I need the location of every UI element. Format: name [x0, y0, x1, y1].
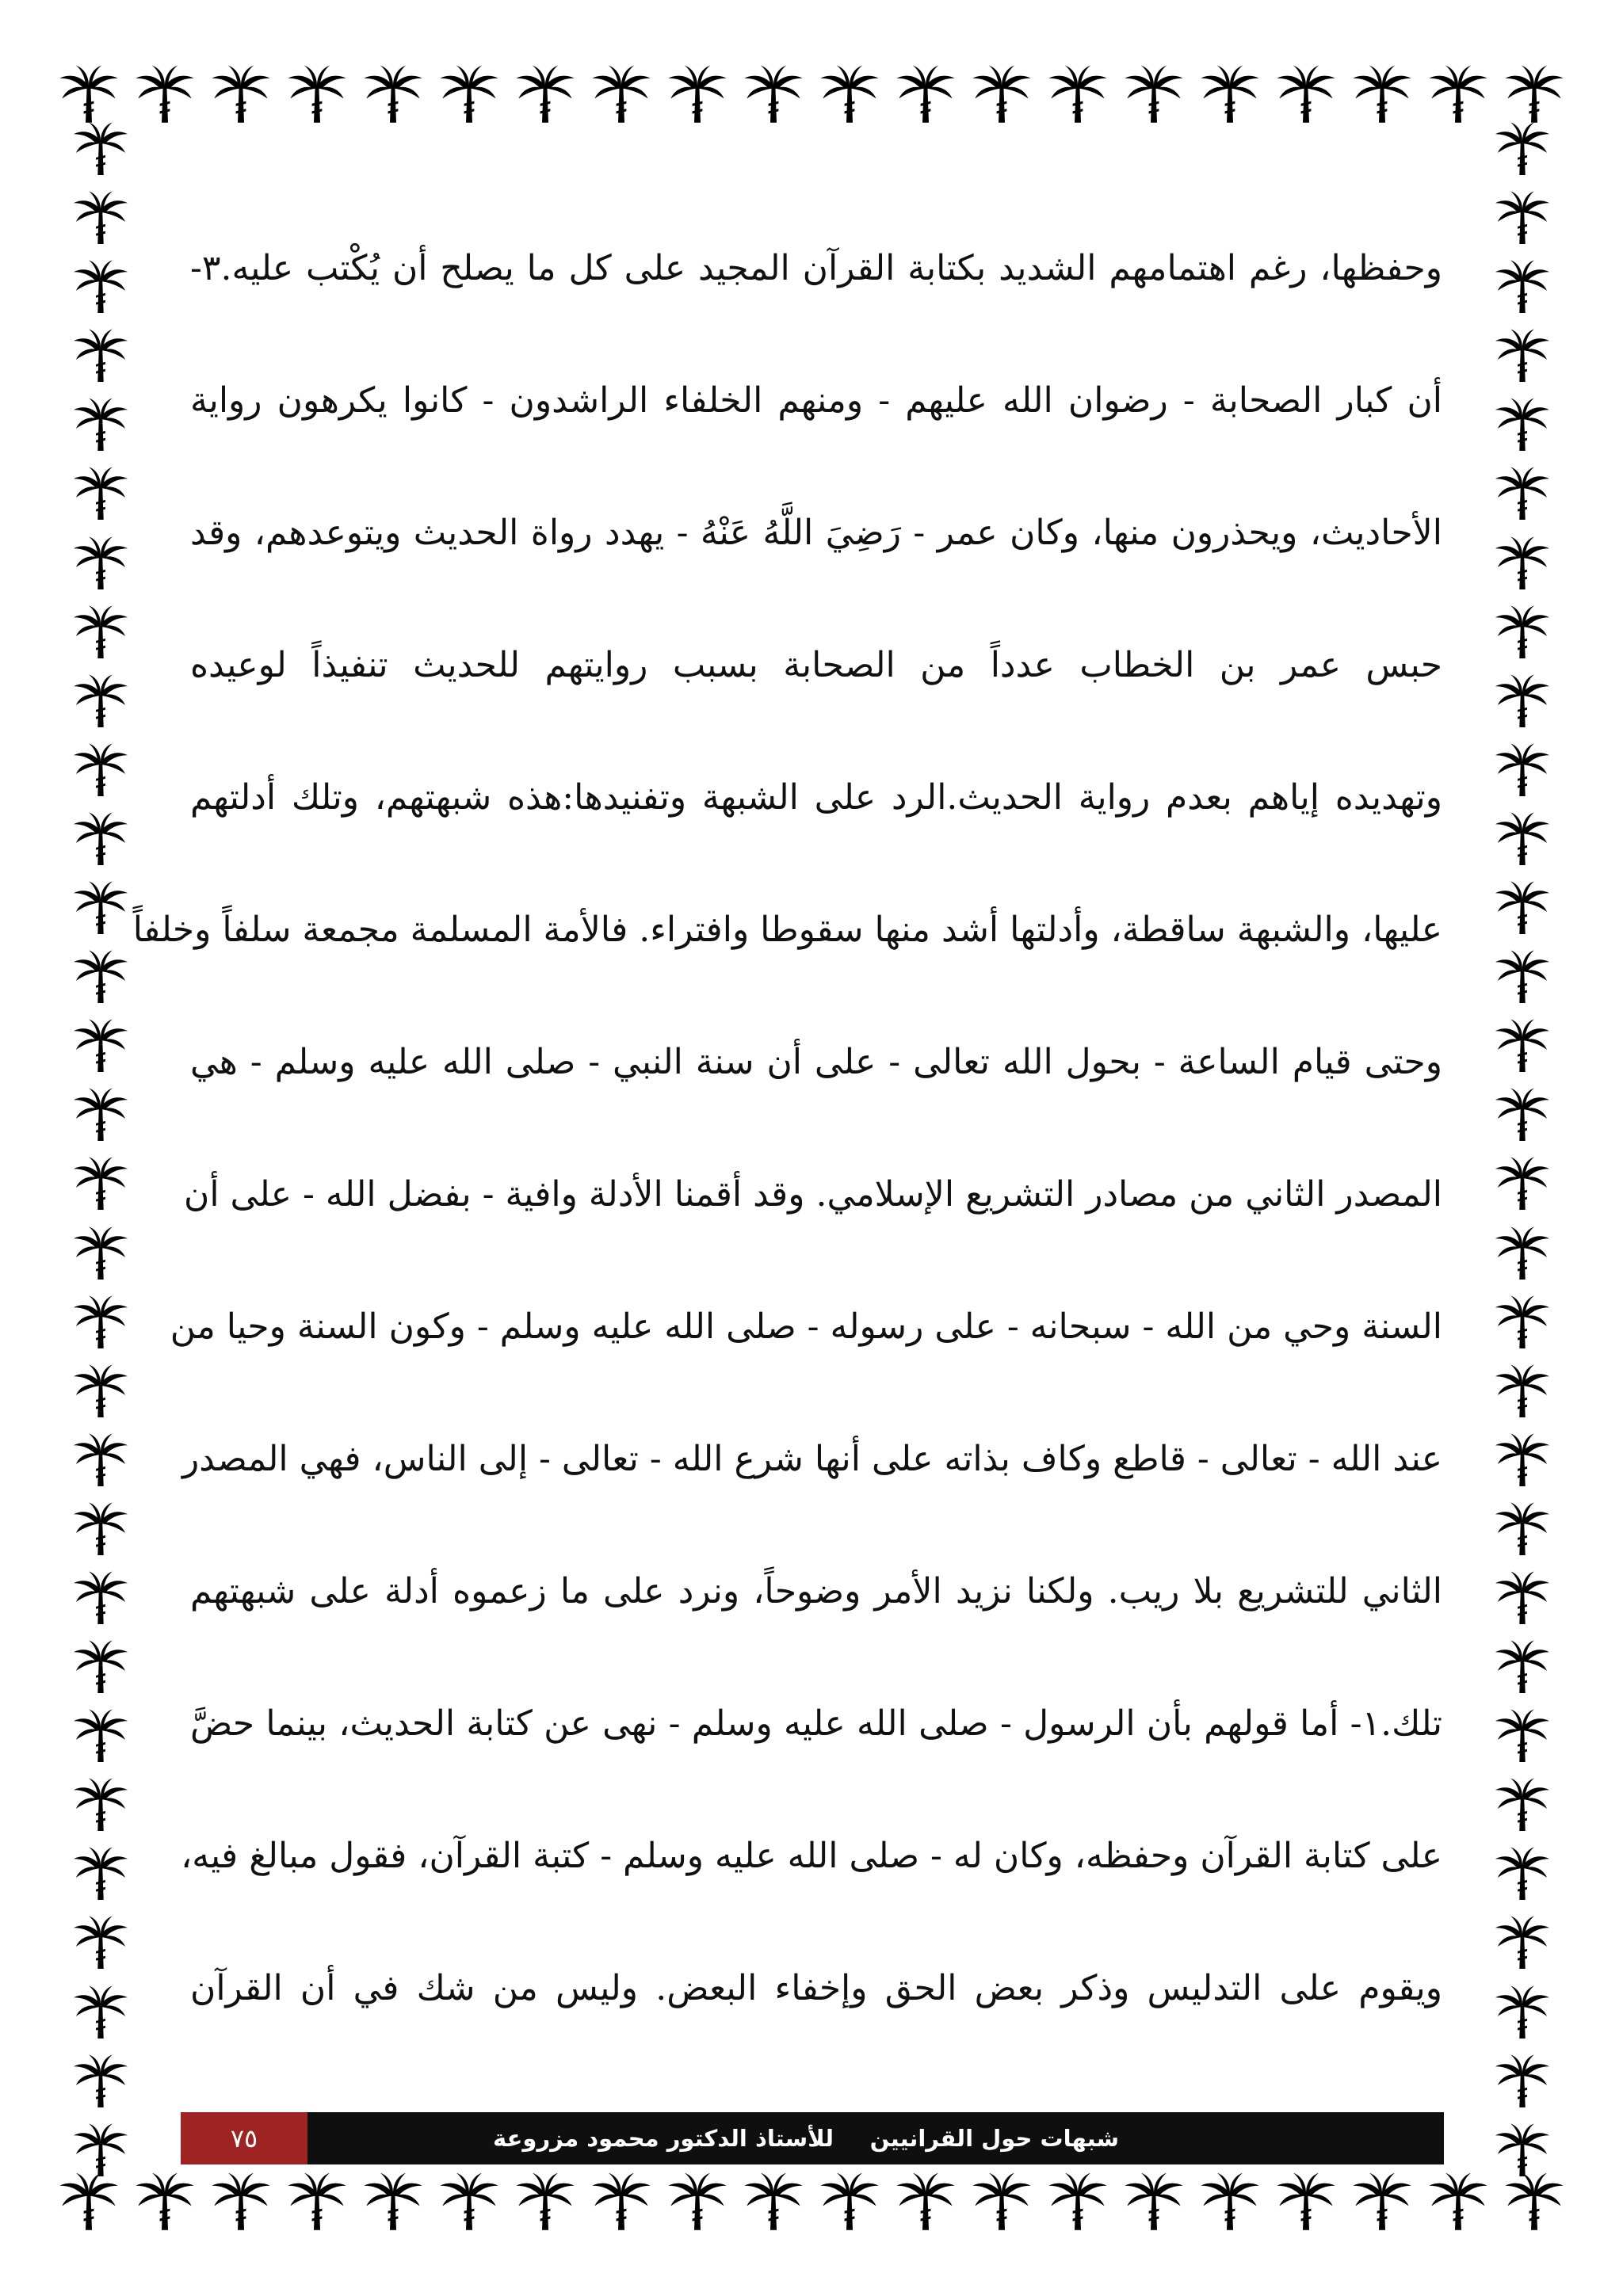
- palm-tree-icon: [71, 326, 130, 384]
- palm-tree-icon: [1122, 2169, 1186, 2233]
- palm-tree-icon: [71, 533, 130, 592]
- palm-tree-icon: [1493, 1913, 1552, 1971]
- palm-tree-icon: [742, 62, 805, 125]
- text-line: الأحاديث، ويحذرون منها، وكان عمر - رَضِيَ اللَّهُ عَنْهُ - يهدد رواة الحديث ويتوعدهم، وقد: [190, 513, 1442, 553]
- palm-tree-icon: [1493, 1637, 1552, 1695]
- text-line: تلك.١- أما قولهم بأن الرسول - صلى الله عليه وسلم - نهى عن كتابة الحديث، بينما حضَّ: [190, 1703, 1442, 1744]
- palm-tree-icon: [1493, 878, 1552, 936]
- palm-tree-icon: [1503, 2169, 1566, 2233]
- palm-tree-icon: [1493, 1292, 1552, 1351]
- page-footer: [181, 2112, 1444, 2164]
- body-text: [132, 202, 1442, 2054]
- palm-tree-icon: [57, 62, 120, 125]
- palm-tree-icon: [818, 62, 881, 125]
- palm-tree-icon: [1493, 1430, 1552, 1489]
- palm-tree-icon: [71, 1637, 130, 1695]
- text-line: أن كبار الصحابة - رضوان الله عليهم - ومنهم الخلفاء الراشدون - كانوا يكرهون رواية: [190, 380, 1442, 421]
- palm-tree-icon: [1493, 1016, 1552, 1074]
- text-line: الثاني للتشريع بلا ريب. ولكنا نزيد الأمر وضوحاً، ونرد على ما زعموه أدلة على شبهتهم: [190, 1571, 1442, 1611]
- palm-tree-icon: [1493, 119, 1552, 177]
- palm-tree-icon: [1493, 1499, 1552, 1558]
- palm-tree-icon: [1493, 395, 1552, 453]
- palm-tree-icon: [1493, 1085, 1552, 1143]
- palm-tree-icon: [514, 62, 577, 125]
- palm-tree-icon: [133, 2169, 197, 2233]
- palm-tree-icon: [71, 463, 130, 522]
- palm-tree-icon: [1493, 1361, 1552, 1420]
- border-left: [65, 119, 136, 2179]
- page-number: ٧٥: [181, 2112, 307, 2164]
- palm-tree-icon: [1493, 188, 1552, 246]
- palm-tree-icon: [1493, 2051, 1552, 2110]
- palm-tree-icon: [1493, 740, 1552, 799]
- palm-tree-icon: [1274, 62, 1338, 125]
- palm-tree-icon: [1493, 947, 1552, 1005]
- palm-tree-icon: [437, 2169, 501, 2233]
- palm-tree-icon: [1350, 2169, 1414, 2233]
- text-line: على كتابة القرآن وحفظه، وكان له - صلى الله عليه وسلم - كتبة القرآن، فقول مبالغ فيه،: [181, 1836, 1442, 1876]
- palm-tree-icon: [1493, 1775, 1552, 1833]
- text-line: وحفظها، رغم اهتمامهم الشديد بكتابة القرآن المجيد على كل ما يصلح أن يُكْتب عليه.٣-: [190, 248, 1442, 288]
- palm-tree-icon: [590, 62, 653, 125]
- palm-tree-icon: [1493, 1706, 1552, 1764]
- text-line: عند الله - تعالى - قاطع وكاف بذاته على أنها شرع الله - تعالى - إلى الناس، فهي المصدر: [182, 1439, 1442, 1479]
- palm-tree-icon: [71, 257, 130, 315]
- palm-tree-icon: [970, 62, 1033, 125]
- palm-tree-icon: [71, 1292, 130, 1351]
- palm-tree-icon: [1493, 1568, 1552, 1627]
- text-line: عليها، والشبهة ساقطة، وأدلتها أشد منها سقوطا وافتراء. فالأمة المسلمة مجمعة سلفاً وخلفاً: [132, 910, 1442, 950]
- palm-tree-icon: [1493, 463, 1552, 522]
- palm-tree-icon: [71, 395, 130, 453]
- palm-tree-icon: [71, 947, 130, 1005]
- book-title: شبهات حول القرانيين: [869, 2125, 1119, 2152]
- palm-tree-icon: [894, 62, 957, 125]
- border-bottom: [57, 2161, 1566, 2241]
- palm-tree-icon: [514, 2169, 577, 2233]
- palm-tree-icon: [285, 62, 349, 125]
- palm-tree-icon: [1198, 62, 1262, 125]
- palm-tree-icon: [590, 2169, 653, 2233]
- palm-tree-icon: [71, 602, 130, 661]
- palm-tree-icon: [1493, 533, 1552, 592]
- palm-tree-icon: [71, 1913, 130, 1971]
- border-right: [1487, 119, 1558, 2179]
- palm-tree-icon: [71, 1361, 130, 1420]
- palm-tree-icon: [1274, 2169, 1338, 2233]
- palm-tree-icon: [71, 1982, 130, 2041]
- palm-tree-icon: [1493, 1982, 1552, 2041]
- palm-tree-icon: [71, 878, 130, 936]
- palm-tree-icon: [1493, 1844, 1552, 1902]
- text-line: وحتى قيام الساعة - بحول الله تعالى - على أن سنة النبي - صلى الله عليه وسلم - هي: [190, 1042, 1442, 1082]
- palm-tree-icon: [818, 2169, 881, 2233]
- palm-tree-icon: [133, 62, 197, 125]
- palm-tree-icon: [1493, 1223, 1552, 1282]
- text-line: السنة وحي من الله - سبحانه - على رسوله - صلى الله عليه وسلم - وكون السنة وحيا من: [170, 1306, 1442, 1347]
- palm-tree-icon: [666, 2169, 729, 2233]
- palm-tree-icon: [71, 119, 130, 177]
- palm-tree-icon: [71, 740, 130, 799]
- palm-tree-icon: [666, 62, 729, 125]
- palm-tree-icon: [57, 2169, 120, 2233]
- palm-tree-icon: [1493, 1154, 1552, 1212]
- text-line: المصدر الثاني من مصادر التشريع الإسلامي. وقد أقمنا الأدلة وافية - بفضل الله - على أن: [184, 1174, 1442, 1215]
- palm-tree-icon: [71, 188, 130, 246]
- palm-tree-icon: [71, 1568, 130, 1627]
- palm-tree-icon: [1503, 62, 1566, 125]
- palm-tree-icon: [1046, 62, 1109, 125]
- palm-tree-icon: [285, 2169, 349, 2233]
- palm-tree-icon: [71, 1430, 130, 1489]
- palm-tree-icon: [1122, 62, 1186, 125]
- palm-tree-icon: [71, 671, 130, 730]
- palm-tree-icon: [1426, 2169, 1490, 2233]
- palm-tree-icon: [1493, 257, 1552, 315]
- palm-tree-icon: [1198, 2169, 1262, 2233]
- palm-tree-icon: [1493, 671, 1552, 730]
- text-line: ويقوم على التدليس وذكر بعض الحق وإخفاء البعض. وليس من شك في أن القرآن: [190, 1968, 1442, 2008]
- text-line: حبس عمر بن الخطاب عدداً من الصحابة بسبب روايتهم للحديث تنفيذاً لوعيده: [190, 645, 1442, 685]
- palm-tree-icon: [1493, 809, 1552, 868]
- palm-tree-icon: [1493, 602, 1552, 661]
- palm-tree-icon: [71, 1223, 130, 1282]
- palm-tree-icon: [71, 1016, 130, 1074]
- palm-tree-icon: [71, 1706, 130, 1764]
- palm-tree-icon: [71, 1154, 130, 1212]
- text-line: وتهديده إياهم بعدم رواية الحديث.الرد على الشبهة وتفنيدها:هذه شبهتهم، وتلك أدلتهم: [190, 777, 1442, 818]
- palm-tree-icon: [71, 2051, 130, 2110]
- palm-tree-icon: [71, 1499, 130, 1558]
- palm-tree-icon: [209, 2169, 273, 2233]
- palm-tree-icon: [209, 62, 273, 125]
- palm-tree-icon: [71, 1085, 130, 1143]
- palm-tree-icon: [1426, 62, 1490, 125]
- palm-tree-icon: [1046, 2169, 1109, 2233]
- palm-tree-icon: [361, 2169, 425, 2233]
- palm-tree-icon: [1493, 326, 1552, 384]
- palm-tree-icon: [71, 1844, 130, 1902]
- palm-tree-icon: [1350, 62, 1414, 125]
- palm-tree-icon: [970, 2169, 1033, 2233]
- palm-tree-icon: [437, 62, 501, 125]
- palm-tree-icon: [894, 2169, 957, 2233]
- palm-tree-icon: [71, 809, 130, 868]
- palm-tree-icon: [742, 2169, 805, 2233]
- book-author: للأستاذ الدكتور محمود مزروعة: [493, 2125, 834, 2152]
- palm-tree-icon: [71, 1775, 130, 1833]
- border-top: [57, 54, 1566, 133]
- palm-tree-icon: [361, 62, 425, 125]
